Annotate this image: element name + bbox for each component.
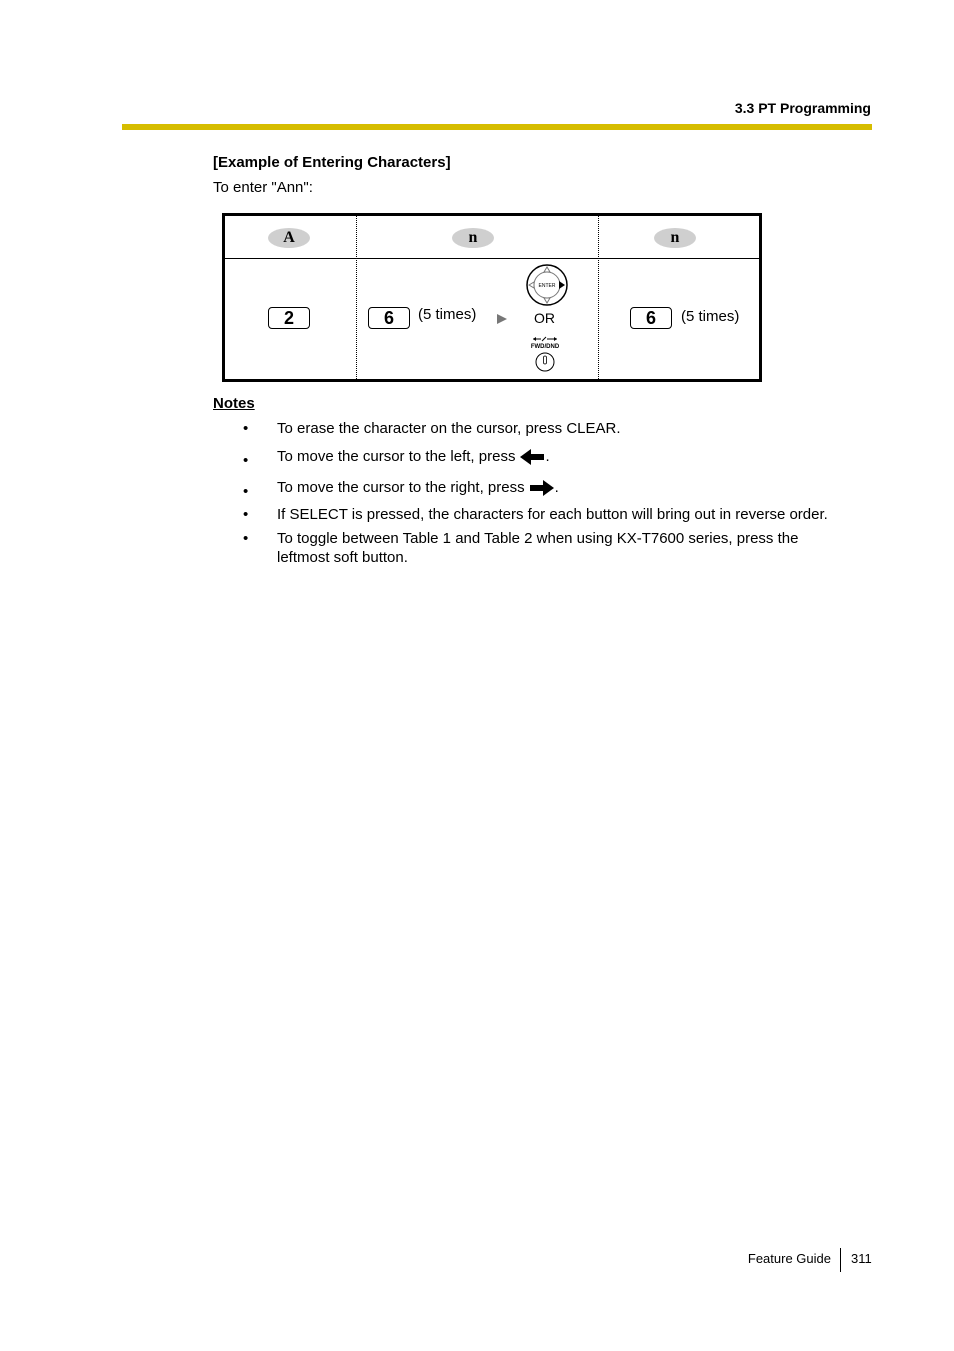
footer-label: Feature Guide (747, 1251, 831, 1266)
note-suffix: . (554, 479, 559, 496)
note-text: To move the cursor to the left, press (277, 448, 516, 465)
character-label-a: A (268, 228, 310, 248)
character-entry-table (222, 213, 762, 382)
bullet: • (243, 420, 249, 437)
note-suffix: . (545, 448, 550, 465)
navigator-key-icon (525, 263, 569, 307)
bullet: • (243, 506, 249, 523)
note-item (243, 505, 873, 524)
page-number: 311 (851, 1251, 872, 1266)
dial-key-6: 6 (630, 307, 672, 329)
note-text: To erase the character on the cursor, press CLEAR. (277, 420, 621, 437)
left-arrow-icon (519, 448, 545, 466)
example-heading: [Example of Entering Characters] (213, 154, 451, 171)
table-header-divider (225, 258, 759, 259)
note-item (243, 447, 873, 469)
repeat-caption: (5 times) (681, 308, 740, 325)
note-item (243, 478, 873, 500)
notes-heading: Notes (213, 395, 255, 412)
column-divider (598, 216, 599, 379)
right-arrow-icon (529, 479, 555, 497)
fwd-dnd-button-icon (530, 336, 570, 372)
footer-separator (840, 1248, 841, 1272)
example-intro: To enter "Ann": (213, 179, 313, 196)
bullet: • (243, 483, 249, 500)
fwd-dnd-label: FWD/DND (530, 344, 560, 350)
arrow-right-triangle-icon (496, 313, 508, 325)
or-label: OR (534, 310, 555, 326)
dial-key-2: 2 (268, 307, 310, 329)
bullet: • (243, 530, 249, 547)
enter-label: ENTER (538, 283, 556, 289)
repeat-caption: (5 times) (418, 306, 477, 323)
section-label: 3.3 PT Programming (734, 100, 871, 116)
note-text: If SELECT is pressed, the characters for each button will bring out in reverse order. (277, 506, 828, 523)
note-text: To toggle between Table 1 and Table 2 when using KX-T7600 series, press the leftmost soft button. (277, 530, 799, 566)
column-divider (356, 216, 357, 379)
note-item (243, 419, 873, 438)
header-rule (122, 124, 872, 130)
character-label-n: n (654, 228, 696, 248)
note-item (243, 529, 873, 567)
dial-key-6: 6 (368, 307, 410, 329)
note-text: To move the cursor to the right, press (277, 479, 525, 496)
character-label-n: n (452, 228, 494, 248)
bullet: • (243, 452, 249, 469)
